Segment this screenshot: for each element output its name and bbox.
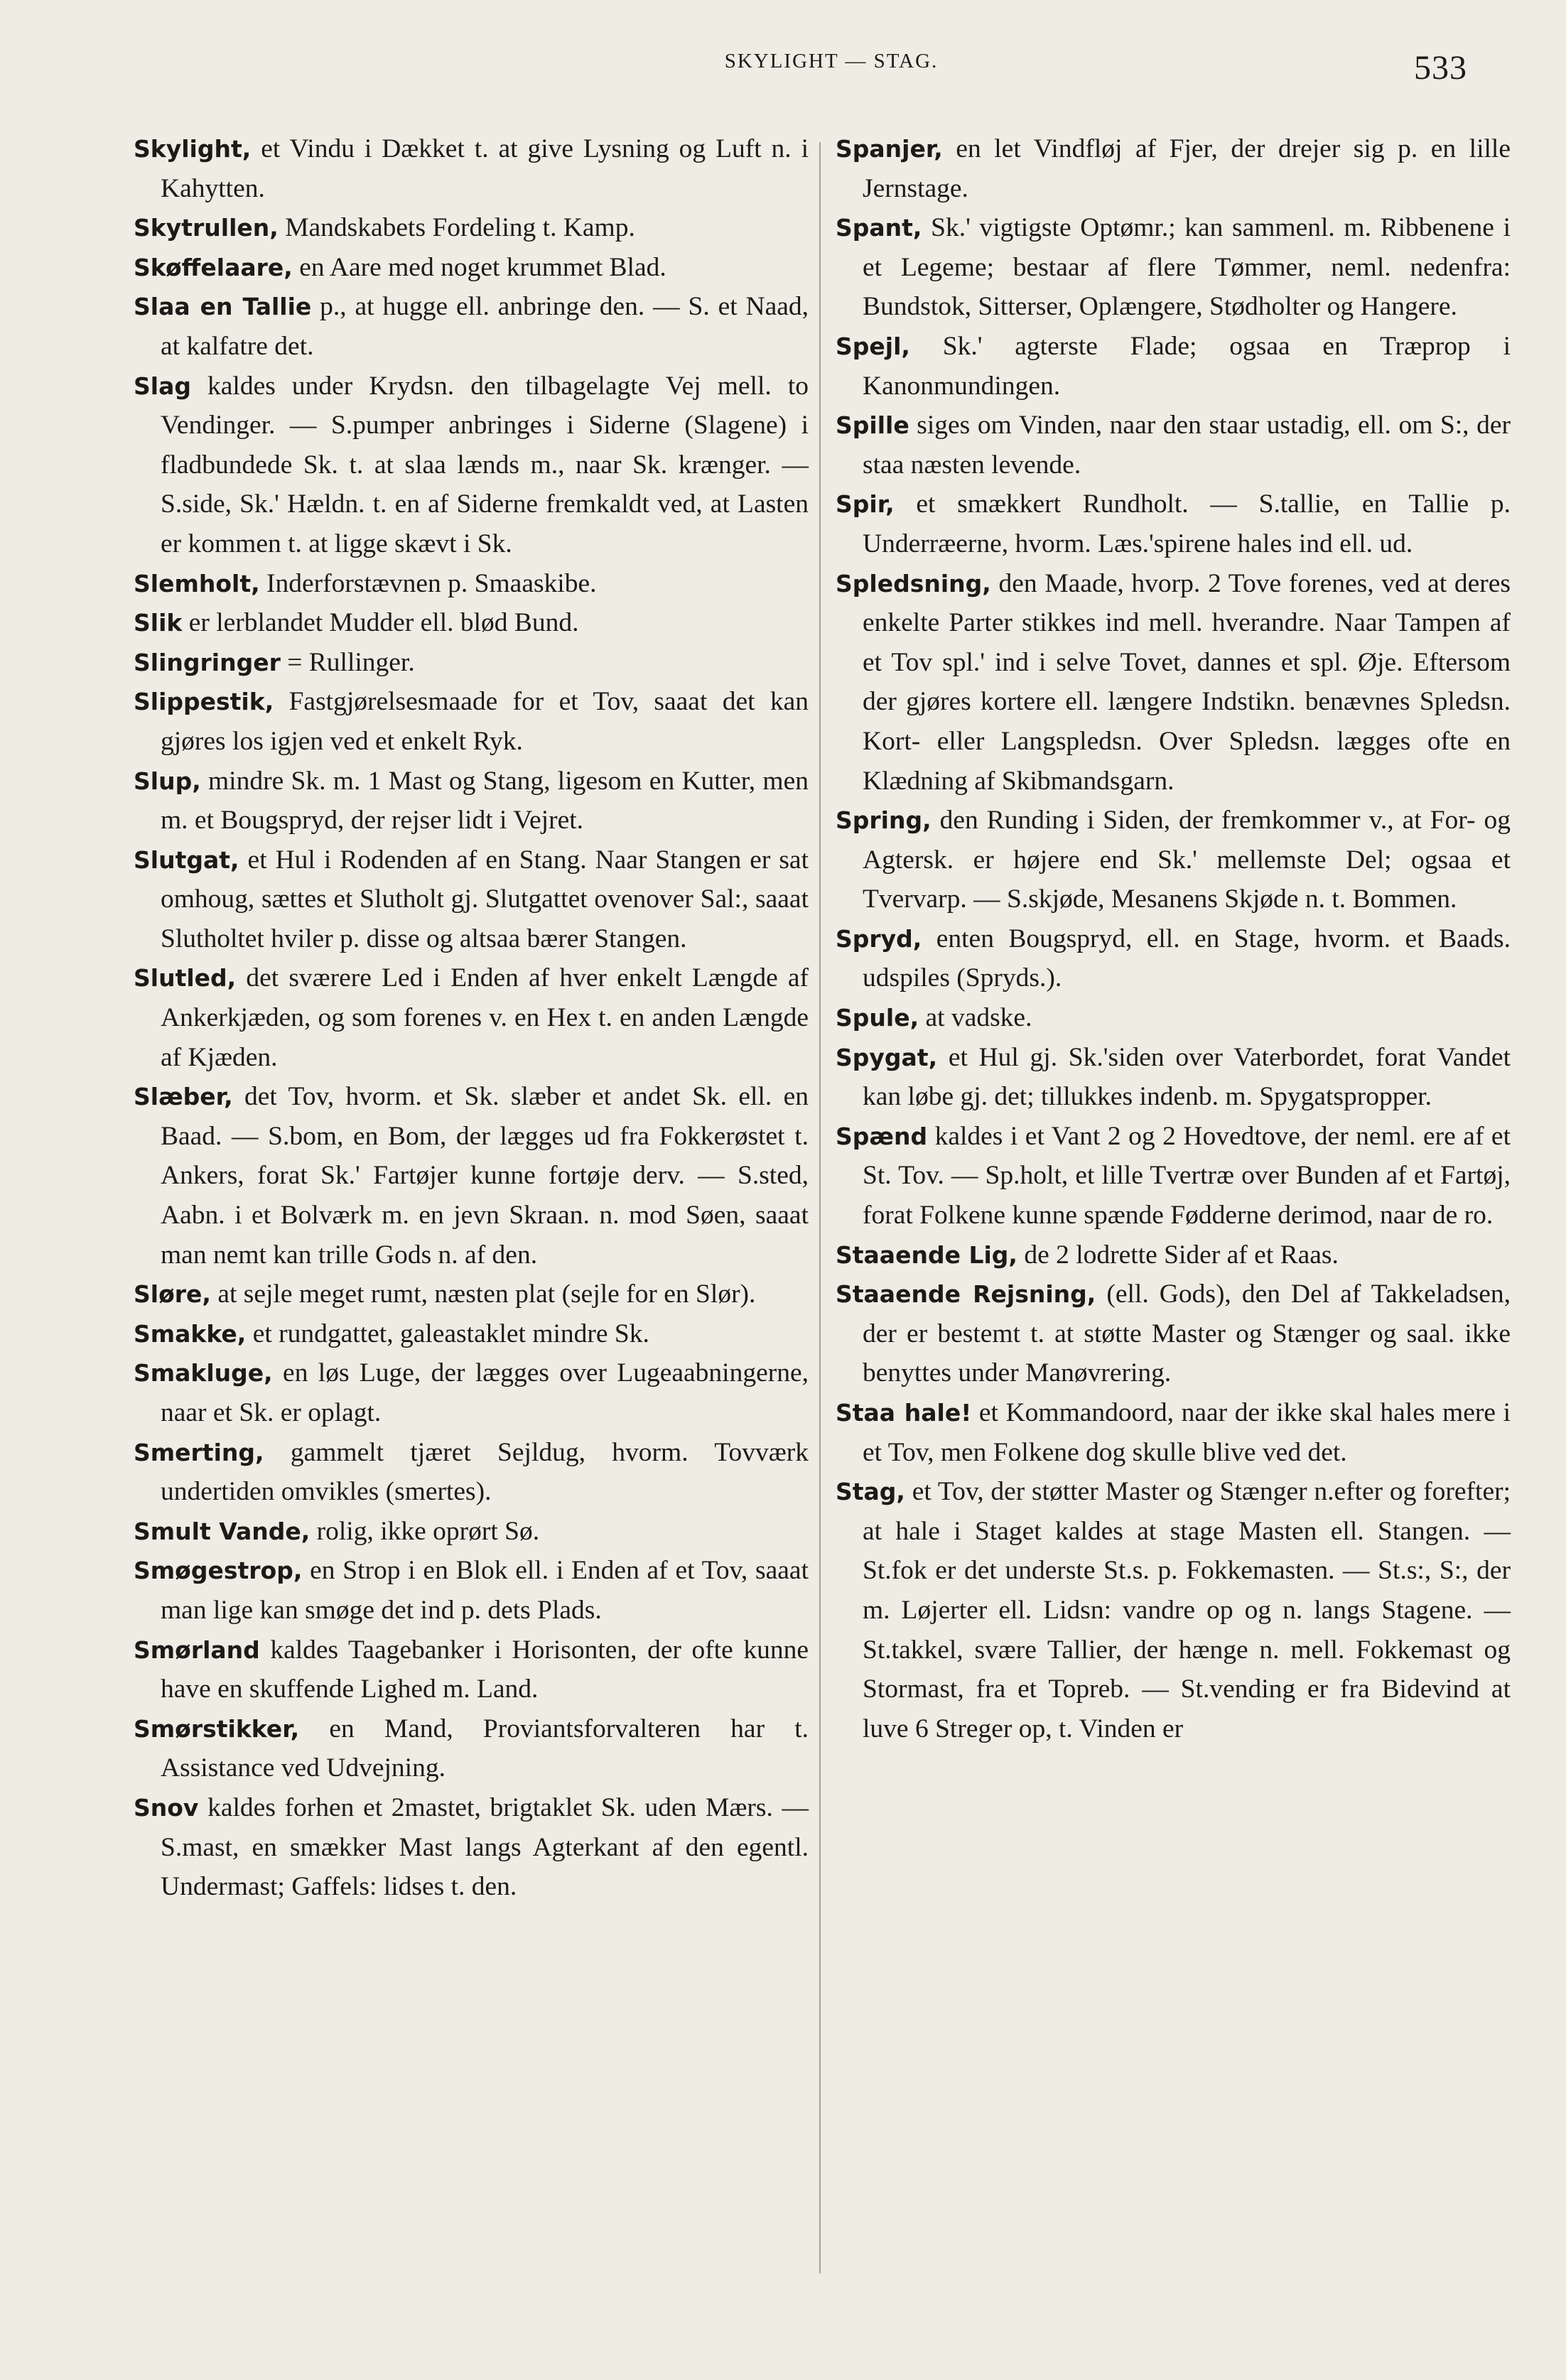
entry-headword: Staaende Rejsning, xyxy=(836,1280,1096,1309)
entry-definition: siges om Vinden, naar den staar ustadig, ell. om S:, der staa næsten levende. xyxy=(863,411,1511,480)
dictionary-entry xyxy=(134,840,809,959)
entry-headword: Slaa en Tallie xyxy=(134,293,312,321)
entry-definition: en Aare med noget krummet Blad. xyxy=(292,252,666,282)
entry-definition: er lerblandet Mudder ell. blød Bund. xyxy=(182,608,579,638)
entry-definition: de 2 lodrette Sider af et Raas. xyxy=(1017,1240,1339,1270)
dictionary-entry xyxy=(134,1512,809,1552)
entry-definition: et Hul gj. Sk.'siden over Vaterbordet, forat Vandet kan løbe gj. det; tillukkes indenb. m. Spygatspropper. xyxy=(863,1042,1511,1112)
column-divider xyxy=(819,142,821,2273)
entry-definition: at vadske. xyxy=(919,1003,1032,1033)
entry-headword: Smakke, xyxy=(134,1319,247,1348)
entry-definition: et Kommandoord, naar der ikke skal hales mere i et Tov, men Folkene dog skulle blive ved det. xyxy=(863,1398,1511,1467)
entry-definition: = Rullinger. xyxy=(280,647,415,677)
entry-definition: et Tov, der støtter Master og Stænger n.efter og forefter; at hale i Staget kaldes at stage Masten ell. Stangen. — St.fok er det underste St.s. p. Fokkemasten. — St.s:, S:, der m. Løjerter ell. Lidsn: vandre op og n. langs Stagene. — St.takkel, svære Tallier, der hænge n. mell. Fokkemast og Stormast, fra et Topreb. — St.vending er fra Bidevind at luve 6 Streger op, t. Vinden er xyxy=(863,1477,1511,1743)
dictionary-entry xyxy=(134,1709,809,1788)
entry-headword: Smult Vande, xyxy=(134,1517,310,1545)
entry-definition: mindre Sk. m. 1 Mast og Stang, ligesom en Kutter, men m. et Bougspryd, der rejser lidt i Vejret. xyxy=(161,766,809,835)
entry-definition: kaldes i et Vant 2 og 2 Hovedtove, der neml. ere af et St. Tov. — Sp.holt, et lille Tvertræ over Bunden af et Fartøj, forat Folkene kunne spænde Fødderne derimod, naar de ro. xyxy=(863,1121,1511,1230)
entry-headword: Smerting, xyxy=(134,1438,264,1466)
entry-headword: Spule, xyxy=(836,1004,919,1032)
dictionary-entry xyxy=(134,603,809,643)
entry-headword: Skøffelaare, xyxy=(134,253,293,281)
entry-definition: det sværere Led i Enden af hver enkelt Længde af Ankerkjæden, og som forenes v. en Hex t. en anden Længde af Kjæden. xyxy=(161,963,809,1072)
dictionary-entry xyxy=(134,248,809,288)
dictionary-entry xyxy=(836,406,1511,485)
right-column xyxy=(836,129,1511,1748)
entry-headword: Slæber, xyxy=(134,1083,233,1111)
entry-headword: Slik xyxy=(134,609,183,637)
entry-headword: Spryd, xyxy=(836,924,922,953)
entry-headword: Smøgestrop, xyxy=(134,1557,303,1585)
running-header: SKYLIGHT — STAG. xyxy=(724,50,939,72)
entry-headword: Spring, xyxy=(836,806,932,835)
entry-definition: gammelt tjæret Sejldug, hvorm. Tovværk undertiden omvikles (smertes). xyxy=(161,1437,809,1507)
dictionary-entry xyxy=(134,1551,809,1630)
dictionary-entry xyxy=(134,762,809,840)
entry-headword: Spejl, xyxy=(836,332,910,360)
entry-headword: Sløre, xyxy=(134,1280,211,1309)
dictionary-entry xyxy=(134,129,809,208)
dictionary-entry xyxy=(134,1275,809,1314)
entry-headword: Spanjer, xyxy=(836,135,943,163)
entry-definition: et Vindu i Dækket t. at give Lysning og Luft n. i Kahytten. xyxy=(161,134,809,203)
dictionary-entry xyxy=(134,208,809,248)
dictionary-entry xyxy=(836,1117,1511,1235)
dictionary-entry xyxy=(134,1788,809,1907)
dictionary-entry xyxy=(836,919,1511,998)
entry-headword: Staaende Lig, xyxy=(836,1240,1017,1269)
dictionary-entry xyxy=(836,1038,1511,1117)
dictionary-entry xyxy=(836,1275,1511,1393)
entry-headword: Slemholt, xyxy=(134,569,260,597)
entry-definition: (ell. Gods), den Del af Takkeladsen, der er bestemt t. at støtte Master og Stænger og saal. ikke benyttes under Manøvrering. xyxy=(863,1280,1511,1388)
entry-headword: Skylight, xyxy=(134,135,252,163)
entry-headword: Spant, xyxy=(836,214,922,242)
dictionary-entry xyxy=(836,998,1511,1038)
entry-definition: p., at hugge ell. anbringe den. — S. et Naad, at kalfatre det. xyxy=(161,292,809,361)
dictionary-entry xyxy=(836,1235,1511,1275)
entry-definition: at sejle meget rumt, næsten plat (sejle for en Slør). xyxy=(210,1280,756,1309)
dictionary-entry xyxy=(836,564,1511,801)
entry-headword: Snov xyxy=(134,1793,199,1822)
entry-definition: rolig, ikke oprørt Sø. xyxy=(310,1516,540,1546)
entry-headword: Slutled, xyxy=(134,964,237,992)
entry-definition: kaldes under Krydsn. den tilbagelagte Vej mell. to Vendinger. — S.pumper anbringes i Siderne (Slagene) i fladbundede Sk. t. at slaa lænds m., naar Sk. krænger. — S.side, Sk.' Hældn. t. en af Siderne fremkaldt ved, at Lasten er kommen t. at ligge skævt i Sk. xyxy=(161,371,809,558)
entry-definition: en løs Luge, der lægges over Lugeaabningerne, naar et Sk. er oplagt. xyxy=(161,1358,809,1427)
entry-definition: et smækkert Rundholt. — S.tallie, en Tallie p. Underræerne, hvorm. Læs.'spirene hales ind ell. ud. xyxy=(863,489,1511,558)
entry-definition: Sk.' vigtigste Optømr.; kan sammenl. m. Ribbenene i et Legeme; bestaar af flere Tømmer, neml. nedenfra: Bundstok, Sitterser, Oplængere, Stødholter og Hangere. xyxy=(863,213,1511,322)
entry-headword: Slippestik, xyxy=(134,688,274,716)
dictionary-entry xyxy=(134,958,809,1077)
entry-headword: Smakluge, xyxy=(134,1359,273,1388)
dictionary-entry xyxy=(836,801,1511,919)
entry-definition: Mandskabets Fordeling t. Kamp. xyxy=(278,213,635,243)
entry-headword: Stag, xyxy=(836,1478,905,1506)
dictionary-entry xyxy=(134,643,809,683)
entry-definition: den Runding i Siden, der fremkommer v., at For- og Agtersk. er højere end Sk.' mellemste Del; ogsaa et Tvervarp. — S.skjøde, Mesanens Skjøde n. t. Bommen. xyxy=(863,806,1511,914)
dictionary-entry xyxy=(836,1393,1511,1472)
dictionary-entry xyxy=(836,208,1511,327)
dictionary-entry xyxy=(836,129,1511,208)
dictionary-entry xyxy=(134,682,809,761)
page-number: 533 xyxy=(1414,49,1467,87)
dictionary-entry xyxy=(836,1472,1511,1748)
entry-definition: kaldes forhen et 2mastet, brigtaklet Sk. uden Mærs. — S.mast, en smækker Mast langs Agterkant af den egentl. Undermast; Gaffels: lidses t. den. xyxy=(161,1792,809,1902)
entry-definition: et rundgattet, galeastaklet mindre Sk. xyxy=(246,1319,649,1348)
dictionary-entry xyxy=(134,367,809,564)
entry-definition: enten Bougspryd, ell. en Stage, hvorm. et Baads. udspiles (Spryds.). xyxy=(863,924,1511,993)
dictionary-entry xyxy=(134,1630,809,1709)
entry-headword: Spledsning, xyxy=(836,569,991,597)
entry-definition: et Hul i Rodenden af en Stang. Naar Stangen er sat omhoug, sættes et Slutholt gj. Slutgattet ovenover Sal:, saaat Slutholtet hviler p. disse og altsaa bærer Stangen. xyxy=(161,845,809,953)
entry-definition: Fastgjørelsesmaade for et Tov, saaat det kan gjøres los igjen ved et enkelt Ryk. xyxy=(161,687,809,756)
entry-definition: Inderforstævnen p. Smaaskibe. xyxy=(259,568,597,598)
entry-headword: Slingringer xyxy=(134,648,281,676)
entry-definition: kaldes Taagebanker i Horisonten, der ofte kunne have en skuffende Lighed m. Land. xyxy=(161,1635,809,1704)
dictionary-entry xyxy=(134,1077,809,1275)
entry-headword: Slutgat, xyxy=(134,845,239,874)
dictionary-entry xyxy=(836,327,1511,406)
entry-headword: Slup, xyxy=(134,767,201,795)
left-column xyxy=(134,129,809,1907)
entry-headword: Spygat, xyxy=(836,1043,938,1071)
entry-definition: Sk.' agterste Flade; ogsaa en Træprop i Kanonmundingen. xyxy=(863,331,1511,401)
entry-headword: Staa hale! xyxy=(836,1399,972,1427)
entry-headword: Slag xyxy=(134,372,191,400)
entry-definition: den Maade, hvorp. 2 Tove forenes, ved at deres enkelte Parter stikkes ind mell. hverandre. Naar Tampen af et Tov spl.' ind i selve Tovet, dannes et spl. Øje. Eftersom der gjøres kortere ell. længere Indstikn. benævnes Spledsn. Kort- eller Langspledsn. Over Spledsn. lægges ofte en Klædning af Skibmandsgarn. xyxy=(863,568,1511,796)
entry-headword: Smørland xyxy=(134,1635,260,1664)
entry-definition: en let Vindfløj af Fjer, der drejer sig p. en lille Jernstage. xyxy=(863,134,1511,203)
dictionary-entry xyxy=(134,287,809,366)
entry-headword: Spille xyxy=(836,411,909,440)
dictionary-entry xyxy=(134,1353,809,1432)
entry-headword: Spir, xyxy=(836,490,895,519)
dictionary-entry xyxy=(134,1314,809,1354)
entry-headword: Spænd xyxy=(836,1122,928,1150)
dictionary-entry xyxy=(134,564,809,604)
dictionary-entry xyxy=(836,485,1511,563)
dictionary-entry xyxy=(134,1433,809,1512)
entry-headword: Skytrullen, xyxy=(134,214,279,242)
entry-definition: en Strop i en Blok ell. i Enden af et Tov, saaat man lige kan smøge det ind p. dets Plads. xyxy=(161,1556,809,1625)
entry-definition: det Tov, hvorm. et Sk. slæber et andet Sk. ell. en Baad. — S.bom, en Bom, der lægges ud fra Fokkerøstet t. Ankers, forat Sk.' Fartøjer kunne fortøje derv. — S.sted, Aabn. i et Bolværk m. en jevn Skraan. n. mod Søen, saaat man nemt kan trille Gods n. af den. xyxy=(161,1082,809,1270)
entry-headword: Smørstikker, xyxy=(134,1714,300,1743)
entry-definition: en Mand, Proviantsforvalteren har t. Assistance ved Udvejning. xyxy=(161,1714,809,1783)
